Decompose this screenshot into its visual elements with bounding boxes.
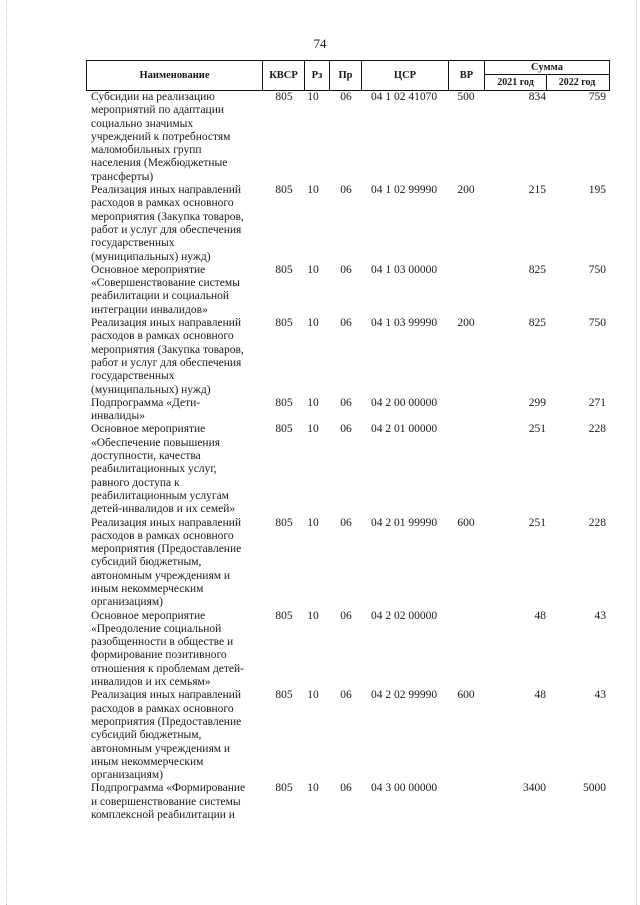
row-pr: 06	[340, 782, 352, 795]
row-kvsr: 805	[275, 263, 293, 276]
row-csr: 04 2 01 99990	[370, 516, 438, 529]
row-rz: 10	[307, 396, 319, 409]
row-vr: 600	[457, 689, 475, 702]
header-pr: Пр	[330, 61, 362, 90]
row-kvsr: 805	[275, 396, 293, 409]
row-csr: 04 2 02 00000	[370, 609, 438, 622]
row-kvsr: 805	[275, 609, 293, 622]
row-csr: 04 1 02 99990	[370, 184, 438, 197]
row-kvsr: 805	[275, 423, 293, 436]
row-sum-2021: 825	[528, 263, 546, 276]
header-csr: ЦСР	[362, 61, 449, 90]
row-pr: 06	[340, 689, 352, 702]
row-csr: 04 2 00 00000	[370, 396, 438, 409]
row-sum-2022: 5000	[583, 782, 606, 795]
row-csr: 04 2 01 00000	[370, 423, 438, 436]
table-row	[86, 689, 610, 782]
row-name: Реализация иных направлений расходов в рамках основного мероприятия (Предоставление субсидий бюджетным, автономным учреждениям и иным некоммерческим организациям)	[91, 689, 242, 782]
row-csr: 04 1 02 41070	[370, 91, 438, 103]
row-rz: 10	[307, 91, 319, 103]
header-year-2021: 2021 год	[485, 75, 547, 90]
table-row	[86, 397, 610, 424]
row-sum-2022: 43	[594, 689, 606, 702]
row-name: Реализация иных направлений расходов в рамках основного мероприятия (Закупка товаров, работ и услуг для обеспечения государственных (муниципальных) нужд)	[91, 184, 244, 263]
row-name: Субсидии на реализацию мероприятий по адаптации социально значимых учреждений к потребностям маломобильных групп населения (Межбюджетные трансферты)	[91, 91, 231, 183]
row-sum-2022: 195	[588, 184, 606, 197]
table-row	[86, 317, 610, 397]
row-pr: 06	[340, 91, 352, 103]
row-pr: 06	[340, 263, 352, 276]
row-kvsr: 805	[275, 516, 293, 529]
header-rz: Рз	[305, 61, 330, 90]
row-kvsr: 805	[275, 689, 293, 702]
header-kvsr: КВСР	[263, 61, 305, 90]
row-sum-2022: 228	[588, 423, 606, 436]
row-name: Реализация иных направлений расходов в рамках основного мероприятия (Закупка товаров, работ и услуг для обеспечения государственных (муниципальных) нужд)	[91, 317, 244, 396]
row-rz: 10	[307, 263, 319, 276]
header-sum-group	[485, 61, 609, 90]
row-pr: 06	[340, 516, 352, 529]
header-name: Наименование	[87, 61, 263, 90]
row-pr: 06	[340, 317, 352, 330]
row-kvsr: 805	[275, 184, 293, 197]
table-row	[86, 91, 610, 184]
row-vr: 500	[457, 91, 475, 103]
row-pr: 06	[340, 184, 352, 197]
row-sum-2022: 43	[594, 609, 606, 622]
row-rz: 10	[307, 516, 319, 529]
row-sum-2021: 3400	[523, 782, 546, 795]
row-name: Основное мероприятие «Совершенствование системы реабилитации и социальной интеграции инвалидов»	[91, 263, 240, 316]
row-sum-2022: 750	[588, 317, 606, 330]
row-kvsr: 805	[275, 91, 293, 103]
table-row	[86, 264, 610, 317]
header-year-2022: 2022 год	[558, 77, 596, 88]
row-vr: 600	[457, 516, 475, 529]
row-sum-2021: 48	[534, 689, 546, 702]
row-sum-2021: 299	[528, 396, 546, 409]
row-sum-2021: 251	[528, 423, 546, 436]
row-csr: 04 2 02 99990	[370, 689, 438, 702]
row-sum-2021: 215	[528, 184, 546, 197]
row-csr: 04 1 03 00000	[370, 263, 438, 276]
row-pr: 06	[340, 396, 352, 409]
table-body	[86, 91, 610, 822]
row-sum-2022: 759	[588, 91, 606, 103]
row-sum-2021: 825	[528, 317, 546, 330]
row-sum-2022: 271	[588, 396, 606, 409]
table-row	[86, 184, 610, 264]
row-rz: 10	[307, 609, 319, 622]
row-name: Подпрограмма «Формирование и совершенствование системы комплексной реабилитации и	[91, 782, 246, 822]
row-rz: 10	[307, 782, 319, 795]
row-name: Подпрограмма «Дети- инвалиды»	[91, 396, 201, 423]
table-row	[86, 782, 610, 822]
row-csr: 04 1 03 99990	[370, 317, 438, 330]
row-kvsr: 805	[275, 782, 293, 795]
row-csr: 04 3 00 00000	[370, 782, 438, 795]
row-sum-2021: 834	[528, 91, 546, 103]
row-sum-2021: 251	[528, 516, 546, 529]
row-rz: 10	[307, 423, 319, 436]
row-vr: 200	[457, 317, 475, 330]
row-sum-2022: 228	[588, 516, 606, 529]
table-row	[86, 423, 610, 516]
table-row	[86, 517, 610, 610]
scan-edge-left	[6, 0, 7, 905]
row-kvsr: 805	[275, 317, 293, 330]
row-rz: 10	[307, 317, 319, 330]
header-vr: ВР	[449, 61, 485, 90]
row-name: Основное мероприятие «Обеспечение повышения доступности, качества реабилитационных услуг, равного доступа к реабилитационным услугам детей-инвалидов и их семей»	[91, 423, 236, 516]
row-pr: 06	[340, 609, 352, 622]
budget-table	[86, 60, 610, 822]
page-number: 74	[313, 36, 327, 51]
row-name: Реализация иных направлений расходов в рамках основного мероприятия (Предоставление субсидий бюджетным, автономным учреждениям и иным некоммерческим организациям)	[91, 516, 242, 609]
table-header	[86, 60, 610, 91]
row-sum-2021: 48	[534, 609, 546, 622]
row-rz: 10	[307, 689, 319, 702]
table-row	[86, 610, 610, 690]
header-sum: Сумма	[485, 61, 609, 75]
row-vr: 200	[457, 184, 475, 197]
row-sum-2022: 750	[588, 263, 606, 276]
scan-edge-right	[636, 0, 637, 905]
row-rz: 10	[307, 184, 319, 197]
row-pr: 06	[340, 423, 352, 436]
row-name: Основное мероприятие «Преодоление социальной разобщенности в обществе и формирование позитивного отношения к проблемам детей- инвалидов и их семьям»	[91, 609, 245, 689]
